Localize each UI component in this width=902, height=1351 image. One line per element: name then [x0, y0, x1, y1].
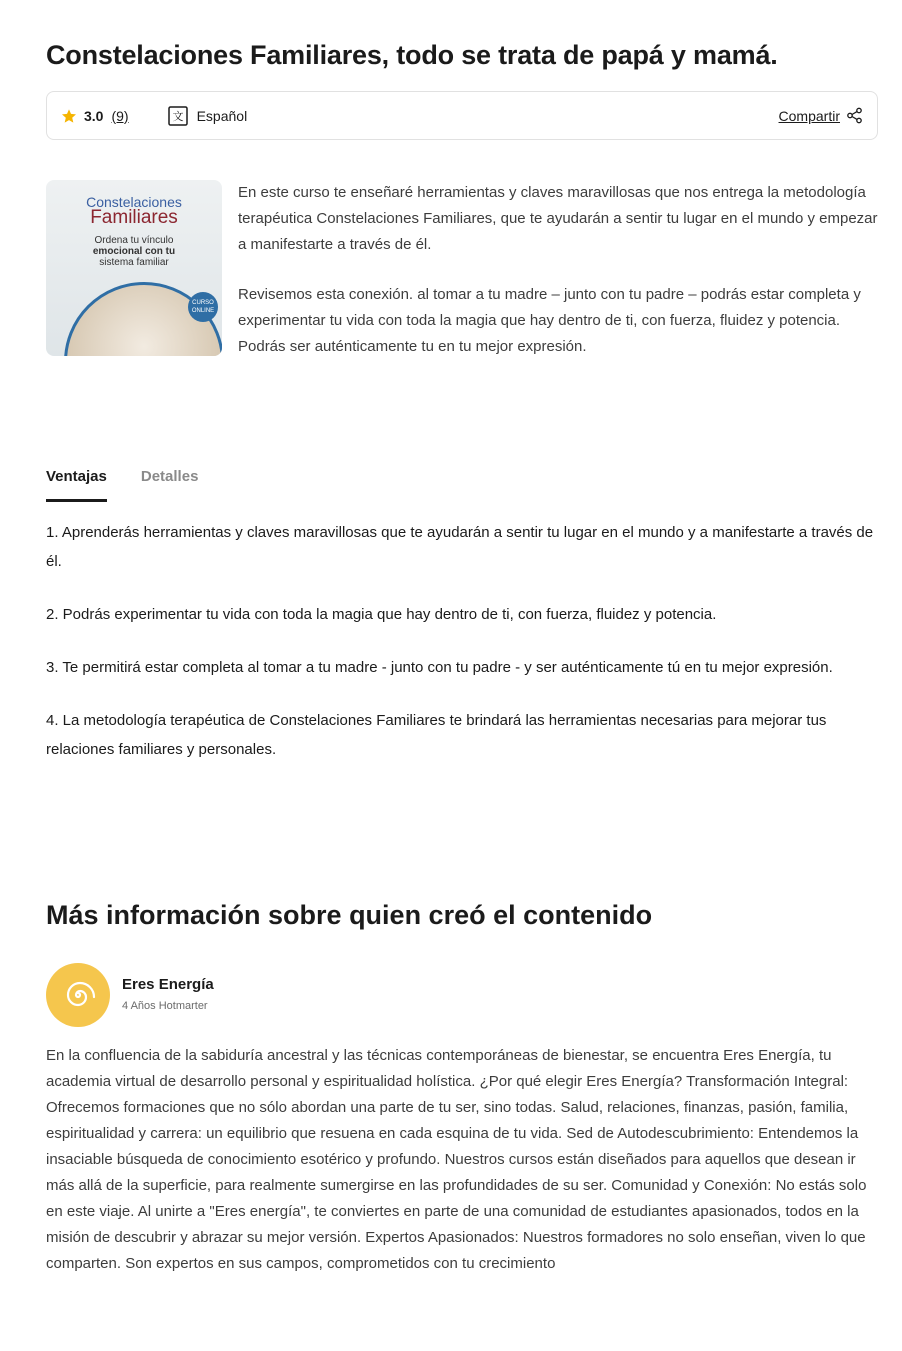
creator-card[interactable] [46, 963, 878, 1027]
advantage-item: 3. Te permitirá estar completa al tomar a tu madre - junto con tu padre - y ser auténticamente tú en tu mejor expresión. [46, 659, 833, 676]
svg-text:文: 文 [172, 109, 184, 123]
share-icon [846, 107, 863, 124]
share-button[interactable] [779, 107, 863, 124]
advantage-item: 2. Podrás experimentar tu vida con toda la magia que hay dentro de ti, con fuerza, fluidez y potencia. [46, 606, 717, 623]
rating-value: 3.0 [84, 107, 104, 124]
advantage-item: 1. Aprenderás herramientas y claves maravillosas que te ayudarán a sentir tu lugar en el mundo y a manifestarte a través de él. [46, 524, 874, 570]
course-language [167, 105, 248, 127]
course-title: Constelaciones Familiares, todo se trata de papá y mamá. [46, 40, 778, 70]
course-cover-image [46, 180, 222, 356]
cover-subtitle: Ordena tu vínculo emocional con tu sistema familiar [92, 235, 176, 268]
cover-title-line: Familiares [90, 207, 178, 228]
description-paragraph: Revisemos esta conexión. al tomar a tu madre – junto con tu padre – podrás estar completa y experimentar tu vida con toda la magia que hay dentro de ti, con fuerza, fluidez y potencia. Podrás ser auténticamente tu en tu mejor expresión. [238, 286, 861, 355]
rating-count-link[interactable]: (9) [111, 107, 129, 124]
translate-icon [167, 105, 189, 127]
description-paragraph: En este curso te enseñaré herramientas y claves maravillosas que nos entrega la metodología terapéutica Constelaciones Familiares, que te ayudarán a sentir tu lugar en el mundo y empezar a manifestarte a través de él. [238, 184, 878, 253]
avatar [46, 963, 110, 1027]
cover-badge: CURSO ONLINE [188, 292, 218, 322]
tab-ventajas[interactable]: Ventajas [46, 458, 107, 502]
cover-title-line: Constelaciones [86, 194, 182, 210]
creator-section-heading: Más información sobre quien creó el contenido [46, 900, 653, 930]
course-description [238, 180, 878, 360]
creator-bio: En la confluencia de la sabiduría ancestral y las técnicas contemporáneas de bienestar, se encuentra Eres Energía, tu academia virtual de desarrollo personal y espiritualidad holística. ¿Por qué elegir Eres Energía? Transformación Integral: Ofrecemos formaciones que no sólo abordan una parte de tu ser, sino todas. Salud, relaciones, finanzas, pasión, familia, espiritualidad y carrera: un equilibrio que resuena en cada esquina de tu vida. Sed de Autodescubrimiento: Entendemos la insaciable búsqueda de conocimiento esotérico y profundo. Nuestros cursos están diseñados para aquellos que desean ir más allá de la superficie, para realmente sumergirse en las profundidades de su ser. Comunidad y Conexión: No estás solo en este viaje. Al unirte a "Eres energía", te conviertes en parte de una comunidad de estudiantes apasionados, todos en la misión de descubrir y abrazar su mejor versión. Expertos Apasionados: Nuestros formadores no solo enseñan, viven lo que comparten. Son expertos en sus campos, comprometidos con tu crecimiento [46, 1047, 867, 1272]
creator-tenure: 4 Años Hotmarter [122, 1000, 208, 1012]
share-label: Compartir [778, 107, 840, 124]
info-tabs [46, 458, 878, 502]
rating [61, 108, 129, 124]
advantage-item: 4. La metodología terapéutica de Constelaciones Familiares te brindará las herramientas necesarias para mejorar tus relaciones familiares y personales. [46, 712, 827, 758]
spiral-logo-icon [58, 975, 98, 1015]
creator-name: Eres Energía [122, 976, 214, 993]
course-meta-bar [46, 91, 878, 140]
star-icon [61, 108, 77, 124]
tab-detalles[interactable]: Detalles [140, 468, 199, 485]
advantages-list [46, 518, 878, 764]
language-label: Español [196, 107, 248, 124]
